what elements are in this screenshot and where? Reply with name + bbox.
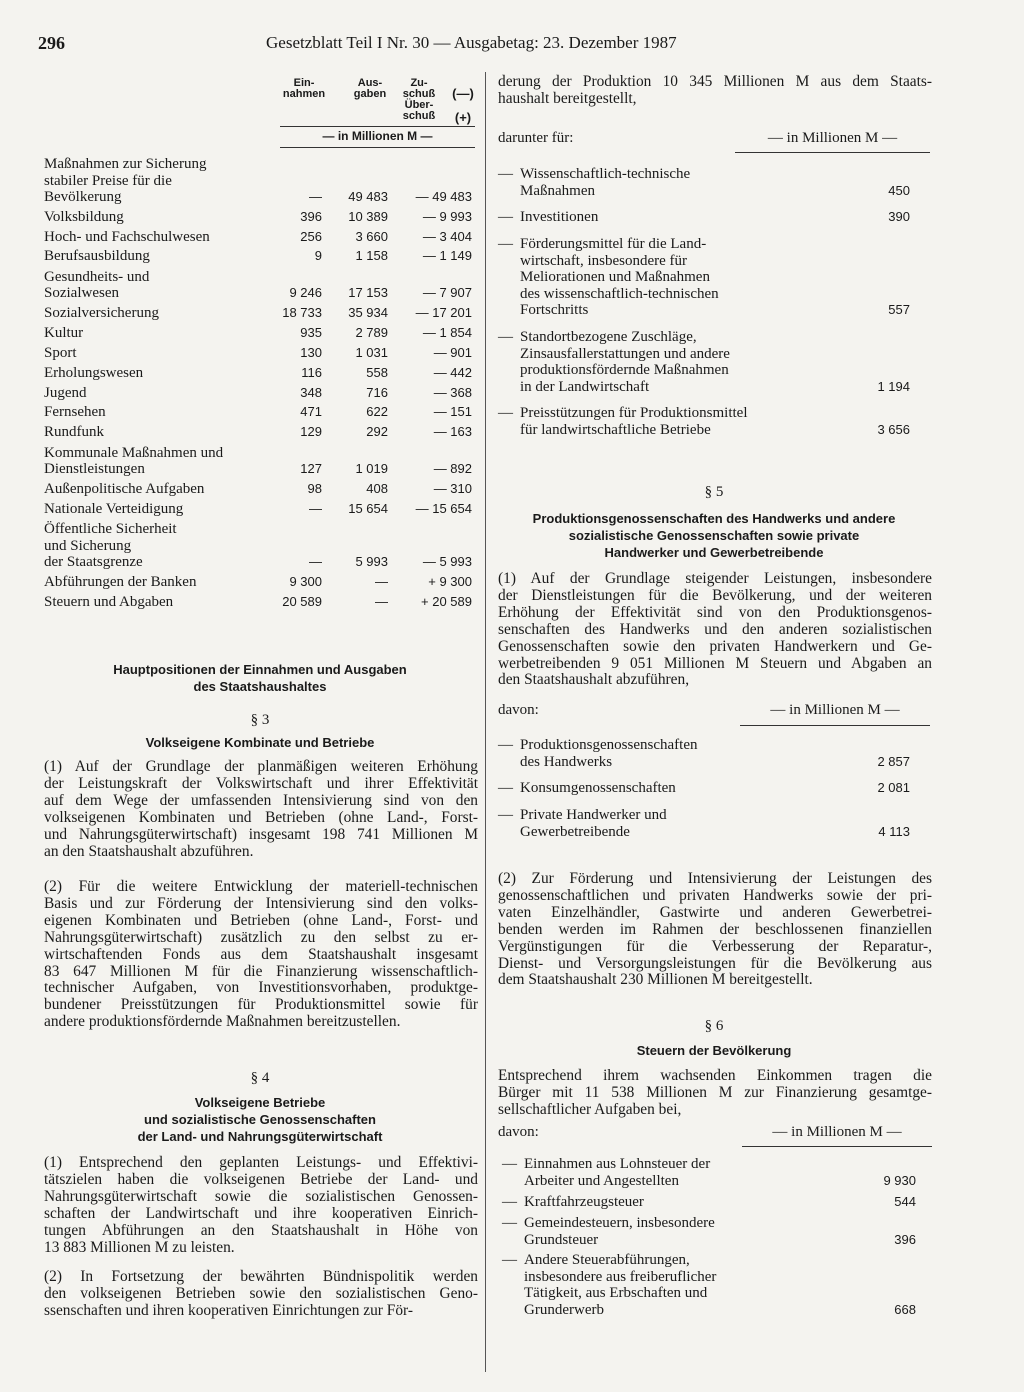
main-heading (40, 661, 480, 695)
text-line: senschaften des Handwerks und den anderen sozialistischen (498, 620, 932, 638)
row-label (44, 229, 274, 246)
section-6-number: § 6 (704, 1018, 724, 1034)
list-item (502, 1252, 922, 1318)
list-dash: — (498, 737, 513, 753)
list-item (498, 807, 918, 840)
table-row (44, 345, 480, 362)
text-line: (2) Für die weitere Entwicklung der materiell-technischen (44, 878, 478, 895)
text-line: Basis und zur Förderung der Intensivierung sind den volks- (44, 894, 478, 912)
label-line: Maßnahmen zur Sicherung (44, 156, 207, 173)
cell-saldo: + 9 300 (428, 574, 472, 590)
list-2-intro: davon: (498, 702, 539, 718)
table-row (44, 229, 480, 246)
list-item (498, 209, 918, 226)
header-rule (280, 147, 475, 148)
table-row (44, 156, 480, 206)
sign-label-plus: (+) (454, 110, 472, 125)
cell-ausgaben: 1 019 (355, 461, 388, 477)
cell-saldo: — 15 654 (415, 501, 472, 517)
cell-einnahmen: 396 (300, 209, 322, 225)
table-row (44, 594, 480, 611)
item-value: 3 656 (877, 421, 910, 437)
table-unit: — in Millionen M — (322, 129, 433, 143)
cell-saldo: — 901 (433, 345, 472, 361)
text-line: Nahrungsgüterwirtschaft) zusätzlich zu den selbst zu er- (44, 928, 478, 946)
col-header-line: schuß (402, 110, 436, 122)
item-value: 2 857 (877, 753, 910, 769)
list-item (498, 780, 918, 797)
text-line: (1) Entsprechend den geplanten Leistungs- und Effektivi- (44, 1154, 478, 1171)
text-line: der Dienstleistungen für die Bevölkerung, und der weiteren (498, 586, 932, 604)
col-header-einnahmen (280, 78, 328, 100)
row-label (44, 325, 274, 342)
label-line: Gemeindesteuern, insbesondere (524, 1215, 715, 1231)
row-label (44, 345, 274, 362)
label-line: Förderungsmittel für die Land- (520, 236, 707, 252)
title-line: Volkseigene Betriebe (194, 1095, 326, 1110)
label-line: Dienstleistungen (44, 461, 145, 478)
cell-einnahmen: 9 246 (289, 285, 322, 301)
row-label (44, 385, 274, 402)
table-row (44, 481, 480, 498)
row-label (44, 269, 274, 302)
row-label (44, 501, 274, 518)
col-header-line: gaben (353, 88, 387, 100)
label-line: Investitionen (520, 209, 599, 225)
list-dash: — (502, 1215, 517, 1231)
text-line: ssenschaften und ihren kooperativen Einrichtungen zur För- (44, 1301, 413, 1319)
title-line: und sozialistische Genossenschaften (144, 1112, 376, 1127)
label-line: Zinsausfallerstattungen und andere (520, 345, 730, 362)
cell-einnahmen: 116 (301, 365, 322, 381)
row-label (44, 248, 274, 265)
cell-saldo: — 1 149 (422, 248, 472, 264)
list-dash: — (498, 329, 513, 345)
row-label (44, 594, 274, 611)
column-divider (485, 72, 486, 1372)
item-label (520, 807, 790, 840)
col-header-line: Aus- (357, 77, 383, 89)
item-label (520, 329, 790, 395)
section-4-title (40, 1094, 480, 1145)
label-line: Nationale Verteidigung (44, 501, 184, 518)
cell-ausgaben: 1 031 (355, 345, 388, 361)
table-row (44, 424, 480, 441)
list-dash: — (498, 236, 513, 252)
section-4-paragraph-1 (44, 1155, 478, 1256)
section-3-number: § 3 (250, 712, 270, 728)
row-label (44, 521, 274, 571)
text-line: wirtschaftenden Fonds aus dem Staatshaushalt insgesamt (44, 945, 478, 963)
text-line: volkseigenen Kombinaten und Betrieben (ohne Land-, Forst- (44, 808, 478, 826)
cell-saldo: — 9 993 (422, 209, 472, 225)
label-line: Meliorationen und Maßnahmen (520, 269, 710, 286)
cell-ausgaben: 408 (366, 481, 388, 497)
list-dash: — (498, 209, 513, 225)
section-3-paragraph-1 (44, 759, 478, 860)
col-header-line: nahmen (282, 88, 326, 100)
text-line: an den Staatshaushalt abzuführen. (44, 842, 254, 860)
cell-saldo: — 310 (433, 481, 472, 497)
text-line: 13 883 Millionen M zu leisten. (44, 1238, 235, 1256)
label-line: Fortschritts (520, 302, 589, 319)
unit-rule (735, 152, 930, 153)
cell-ausgaben: 15 654 (348, 501, 388, 517)
cell-saldo: — 1 854 (422, 325, 472, 341)
cell-ausgaben: 292 (366, 424, 388, 440)
text-line: (2) Zur Förderung und Intensivierung der Leistungen des (498, 870, 932, 887)
heading-line: Hauptpositionen der Einnahmen und Ausgaben (113, 662, 407, 677)
row-label (44, 481, 274, 498)
cell-ausgaben: 2 789 (355, 325, 388, 341)
text-line: benden werden im Rahmen der beschlossenen finanziellen (498, 920, 932, 938)
label-line: der Staatsgrenze (44, 554, 143, 571)
table-row (44, 501, 480, 518)
cell-ausgaben: 49 483 (348, 189, 388, 205)
cell-saldo: — 7 907 (422, 285, 472, 301)
item-value: 668 (894, 1301, 916, 1317)
item-label (524, 1215, 794, 1248)
cell-ausgaben: — (375, 574, 388, 590)
section-3-title: Volkseigene Kombinate und Betriebe (145, 735, 375, 750)
title-line: der Land- und Nahrungsgüterwirtschaft (137, 1129, 383, 1144)
list-3-unit: — in Millionen M — (772, 1124, 902, 1140)
text-line: (1) Auf der Grundlage steigender Leistungen, insbesondere (498, 570, 932, 587)
label-line: Private Handwerker und (520, 807, 667, 823)
list-3-intro: davon: (498, 1124, 539, 1140)
cell-ausgaben: 17 153 (348, 285, 388, 301)
text-line: Genossenschaften sowie den privaten Handwerkern und Ge- (498, 637, 932, 655)
col-header-ausgaben (346, 78, 394, 100)
item-value: 9 930 (883, 1172, 916, 1188)
row-label (44, 209, 274, 226)
item-value: 4 113 (878, 823, 910, 839)
label-line: Wissenschaftlich-technische (520, 166, 691, 182)
label-line: Erholungswesen (44, 365, 144, 382)
cell-einnahmen: 130 (300, 345, 322, 361)
label-line: Jugend (44, 385, 87, 402)
text-line: vaten Einzelhändler, Gastwirte und anderen Gewerbetrei- (498, 903, 932, 921)
cell-einnahmen: — (309, 554, 322, 570)
label-line: Kultur (44, 325, 84, 342)
cell-einnahmen: — (309, 189, 322, 205)
text-line: den volkseigenen Betrieben sowie den sozialistischen Geno- (44, 1284, 478, 1302)
text-line: tungen Abführungen an den Staatshaushalt in Höhe von (44, 1221, 478, 1239)
title-line: sozialistische Genossenschaften sowie private (568, 528, 860, 543)
cell-ausgaben: 35 934 (348, 305, 388, 321)
cell-saldo: — 151 (433, 404, 472, 420)
label-line: produktionsfördernde Maßnahmen (520, 362, 729, 379)
text-line: haushalt bereitgestellt, (498, 89, 637, 107)
label-line: Preisstützungen für Produktionsmittel (520, 405, 748, 421)
title-line: Produktionsgenossenschaften des Handwerks und andere (532, 511, 896, 526)
label-line: insbesondere aus freiberuflicher (524, 1268, 717, 1285)
text-line: 83 647 Millionen M für die Finanzierung wissenschaftlich- (44, 962, 478, 980)
label-line: Tätigkeit, aus Erbschaften und (524, 1285, 708, 1302)
section-5-paragraph-1 (498, 571, 932, 689)
gazette-title: Gesetzblatt Teil I Nr. 30 — Ausgabetag: 23. Dezember 1987 (266, 33, 677, 52)
label-line: Andere Steuerabführungen, (524, 1252, 690, 1268)
table-row (44, 574, 480, 591)
label-line: stabiler Preise für die (44, 172, 172, 189)
text-line: (2) In Fortsetzung der bewährten Bündnispolitik werden (44, 1268, 478, 1285)
text-line: Dienst- und Versorgungsleistungen für die Bevölkerung aus (498, 954, 932, 972)
item-label (520, 166, 790, 199)
cell-saldo: — 163 (433, 424, 472, 440)
row-label (44, 574, 274, 591)
col-header-line: Ein- (293, 77, 315, 89)
col-header-line: Über- (404, 99, 434, 111)
list-dash: — (498, 166, 513, 182)
text-line: bundener Preisstützungen für Produktionsmittel sowie für (44, 996, 478, 1014)
cell-saldo: — 442 (433, 365, 472, 381)
label-line: und Sicherung (44, 537, 132, 554)
label-line: Kraftfahrzeugsteuer (524, 1194, 644, 1210)
label-line: Steuern und Abgaben (44, 594, 174, 611)
label-line: in der Landwirtschaft (520, 378, 650, 395)
unit-rule (742, 1146, 932, 1147)
label-line: Berufsausbildung (44, 248, 150, 265)
text-line: andere produktionsfördernde Maßnahmen bereitzustellen. (44, 1013, 401, 1031)
item-value: 557 (888, 302, 910, 318)
label-line: Standortbezogene Zuschläge, (520, 329, 697, 345)
text-line: dem Staatshaushalt 230 Millionen M bereitgestellt. (498, 971, 813, 989)
page-header (38, 33, 968, 57)
text-line: Vergünstigungen für die Verbesserung der Reparatur-, (498, 937, 932, 955)
table-row (44, 385, 480, 402)
label-line: Öffentliche Sicherheit (44, 521, 177, 538)
page-number: 296 (38, 33, 65, 53)
text-line: schaften der Landwirtschaft und ihre kooperativen Einrich- (44, 1204, 478, 1222)
cell-saldo: — 49 483 (415, 189, 472, 205)
header-rule (280, 126, 475, 127)
cell-einnahmen: 18 733 (282, 305, 322, 321)
list-item (502, 1156, 922, 1189)
text-line: auf dem Wege der umfassenden Intensivierung sind von den (44, 791, 478, 809)
title-line: Handwerker und Gewerbetreibende (604, 545, 824, 560)
list-dash: — (502, 1252, 517, 1268)
item-value: 544 (894, 1194, 916, 1209)
table-row (44, 209, 480, 226)
row-label (44, 445, 274, 478)
label-line: des Handwerks (520, 753, 613, 770)
text-line: den Staatshaushalt abzuführen, (498, 671, 690, 689)
table-row (44, 248, 480, 265)
label-line: Arbeiter und Angestellten (524, 1172, 679, 1189)
sign-label-minus: (—) (452, 86, 474, 101)
text-line: und Nahrungsgüterwirtschaft) insgesamt 198 741 Millionen M (44, 825, 478, 843)
section-4-paragraph-2 (44, 1269, 478, 1320)
section-6-title: Steuern der Bevölkerung (636, 1043, 792, 1058)
table-row (44, 365, 480, 382)
list-item (498, 737, 918, 770)
label-line: Sozialwesen (44, 285, 119, 302)
label-line: Abführungen der Banken (44, 574, 197, 591)
list-item (502, 1215, 922, 1248)
cell-einnahmen: 256 (300, 229, 322, 245)
cell-ausgaben: — (375, 594, 388, 610)
text-line: tätszielen haben die volkseigenen Betriebe der Land- und (44, 1170, 478, 1188)
table-row (44, 269, 480, 302)
text-line: (1) Auf der Grundlage der planmäßigen weiteren Erhöhung (44, 758, 478, 775)
cell-ausgaben: 622 (366, 404, 388, 420)
label-line: Fernsehen (44, 404, 106, 421)
table-row (44, 445, 480, 478)
col-header-line: Zu- (410, 77, 428, 89)
text-line: derung der Produktion 10 345 Millionen M aus dem Staats- (498, 73, 932, 90)
item-label (520, 405, 790, 438)
item-label (520, 780, 790, 797)
cell-einnahmen: 9 (314, 248, 322, 264)
list-2-unit: — in Millionen M — (770, 702, 900, 718)
text-line: Bürger mit 11 538 Millionen M zur Finanzierung gesamtge- (498, 1083, 932, 1101)
cell-ausgaben: 716 (366, 385, 388, 401)
label-line: Außenpolitische Aufgaben (44, 481, 205, 498)
continued-paragraph (498, 74, 932, 108)
text-line: sellschaftlicher Aufgaben bei, (498, 1100, 682, 1118)
cell-einnahmen: 348 (300, 385, 322, 401)
label-line: Sport (44, 345, 77, 362)
cell-einnahmen: 20 589 (282, 594, 322, 610)
section-5-paragraph-2 (498, 871, 932, 989)
item-label (520, 209, 790, 226)
label-line: Kommunale Maßnahmen und (44, 444, 224, 461)
cell-saldo: — 5 993 (422, 554, 472, 570)
label-line: Gesundheits- und (44, 268, 150, 285)
label-line: Produktionsgenossenschaften (520, 737, 698, 753)
col-header-line: schuß (402, 88, 436, 100)
item-value: 1 194 (877, 378, 910, 394)
text-line: genossenschaftlichen und privaten Handwerks sowie der pri- (498, 886, 932, 904)
cell-ausgaben: 3 660 (355, 229, 388, 245)
heading-line: des Staatshaushaltes (193, 679, 327, 694)
label-line: Maßnahmen (520, 182, 595, 199)
unit-rule (740, 725, 930, 726)
list-dash: — (502, 1194, 517, 1210)
row-label (44, 404, 274, 421)
item-value: 396 (894, 1231, 916, 1247)
section-5-title (494, 510, 934, 561)
section-4-number: § 4 (250, 1070, 270, 1086)
label-line: des wissenschaftlich-technischen (520, 285, 719, 302)
list-item (498, 405, 918, 438)
label-line: Grundsteuer (524, 1231, 599, 1248)
label-line: für landwirtschaftliche Betriebe (520, 421, 711, 438)
list-item (498, 329, 918, 395)
text-line: Nahrungsgüterwirtschaft sowie die sozialistischen Genossen- (44, 1187, 478, 1205)
cell-saldo: — 17 201 (415, 305, 472, 321)
cell-einnahmen: 935 (300, 325, 322, 341)
list-item (502, 1194, 922, 1211)
label-line: Bevölkerung (44, 189, 122, 206)
text-line: der Leistungskraft der Volkswirtschaft und ihrer Effektivität (44, 774, 478, 792)
list-dash: — (498, 780, 513, 796)
table-row (44, 325, 480, 342)
cell-ausgaben: 558 (366, 365, 388, 381)
cell-einnahmen: 127 (300, 461, 322, 477)
label-line: Rundfunk (44, 424, 104, 441)
label-line: Gewerbetreibende (520, 823, 630, 840)
cell-einnahmen: 98 (307, 481, 322, 497)
label-line: Volksbildung (44, 209, 124, 226)
text-line: Erhöhung der Effektivität sind von den Produktionsgenos- (498, 603, 932, 621)
cell-einnahmen: 471 (300, 404, 322, 420)
label-line: Hoch- und Fachschulwesen (44, 229, 210, 246)
item-value: 450 (888, 182, 910, 198)
row-label (44, 156, 274, 206)
row-label (44, 305, 274, 322)
table-row (44, 305, 480, 322)
text-line: eigenen Kombinaten und Betrieben (ohne Land-, Forst- und (44, 911, 478, 929)
item-value: 2 081 (877, 780, 910, 795)
col-header-saldo (396, 78, 442, 122)
section-5-number: § 5 (704, 484, 724, 500)
list-item (498, 166, 918, 199)
list-dash: — (502, 1156, 517, 1172)
list-dash: — (498, 405, 513, 421)
cell-einnahmen: — (309, 501, 322, 517)
text-line: technischer Aufgaben, von Investitionsvorhaben, produktge- (44, 979, 478, 997)
cell-einnahmen: 9 300 (289, 574, 322, 590)
row-label (44, 424, 274, 441)
item-label (524, 1156, 794, 1189)
item-value: 390 (888, 209, 910, 224)
list-1-intro: darunter für: (498, 130, 574, 146)
text-line: werbetreibenden 9 051 Millionen M Steuern und Abgaben an (498, 654, 932, 672)
label-line: Grunderwerb (524, 1301, 604, 1318)
table-row (44, 521, 480, 571)
label-line: wirtschaft, insbesondere für (520, 252, 688, 269)
cell-saldo: — 368 (433, 385, 472, 401)
item-label (524, 1194, 794, 1211)
item-label (520, 737, 790, 770)
cell-saldo: — 892 (433, 461, 472, 477)
list-1-unit: — in Millionen M — (767, 130, 898, 146)
row-label (44, 365, 274, 382)
cell-ausgaben: 5 993 (355, 554, 388, 570)
table-row (44, 404, 480, 421)
list-item (498, 236, 918, 319)
label-line: Einnahmen aus Lohnsteuer der (524, 1156, 711, 1172)
cell-ausgaben: 10 389 (348, 209, 388, 225)
item-label (520, 236, 790, 319)
text-line: Entsprechend ihrem wachsenden Einkommen tragen die (498, 1067, 932, 1084)
section-3-paragraph-2 (44, 879, 478, 1031)
list-dash: — (498, 807, 513, 823)
cell-saldo: + 20 589 (421, 594, 472, 610)
label-line: Sozialversicherung (44, 305, 159, 322)
label-line: Konsumgenossenschaften (520, 780, 676, 796)
cell-ausgaben: 1 158 (355, 248, 388, 264)
section-6-paragraph-1 (498, 1068, 932, 1119)
item-label (524, 1252, 794, 1318)
cell-einnahmen: 129 (300, 424, 322, 440)
cell-saldo: — 3 404 (422, 229, 472, 245)
